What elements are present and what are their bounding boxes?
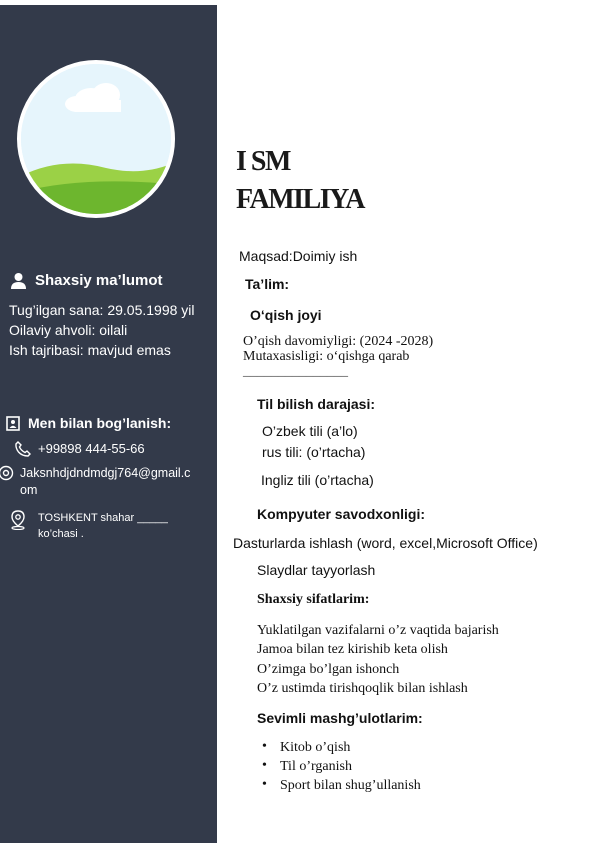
language-uzbek: O’zbek tili (a’lo) <box>262 423 358 439</box>
language-russian: rus tili: (o’rtacha) <box>262 444 366 460</box>
study-period: O’qish davomiyligi: (2024 -2028) <box>243 334 434 349</box>
address-line-2: ko’chasi . <box>38 528 84 540</box>
hobbies-heading: Sevimli mashg’ulotlarim: <box>257 710 423 726</box>
birth-date: Tug’ilgan sana: 29.05.1998 yil <box>9 302 195 318</box>
user-icon <box>10 272 27 289</box>
email-line-2: om <box>20 483 38 497</box>
email-row <box>0 465 190 499</box>
landscape-image-icon <box>21 64 171 214</box>
hobby-item: Kitob o’qish <box>280 740 351 755</box>
last-name: FAMILIYA <box>236 184 365 215</box>
speciality: Mutaxasisligi: o‘qishga qarab <box>243 349 410 364</box>
first-name: I SM <box>236 146 290 177</box>
profile-photo-placeholder <box>17 60 175 218</box>
sidebar <box>0 5 217 843</box>
quality-item: O’zimga bo’lgan ishonch <box>257 662 400 677</box>
bullet-icon: • <box>262 777 267 792</box>
hobby-item: Sport bilan shug’ullanish <box>280 778 421 793</box>
address-row <box>10 510 168 542</box>
contact-heading-text: Men bilan bog’lanish: <box>28 415 172 431</box>
email-address <box>20 465 190 499</box>
contact-heading <box>6 415 171 431</box>
computer-skill-programs: Dasturlarda ishlash (word, excel,Microsoft Office) <box>233 535 538 551</box>
personal-info-heading-text: Shaxsiy ma’lumot <box>35 272 163 289</box>
study-place-heading: O‘qish joyi <box>250 307 322 323</box>
quality-item: Jamoa bilan tez kirishib keta olish <box>257 642 448 657</box>
at-icon <box>0 465 14 481</box>
language-english: Ingliz tili (o’rtacha) <box>261 472 374 488</box>
phone-number: +99898 444-55-66 <box>38 441 145 456</box>
education-heading: Ta’lim: <box>245 276 290 292</box>
phone-icon <box>14 440 32 458</box>
bullet-icon: • <box>262 758 267 773</box>
contact-card-icon <box>6 416 20 431</box>
quality-item: Yuklatilgan vazifalarni o’z vaqtida bajarish <box>257 623 499 638</box>
phone-row <box>14 440 145 458</box>
marital-status: Oilaviy ahvoli: oilali <box>9 322 128 338</box>
computer-heading: Kompyuter savodxonligi: <box>257 506 426 522</box>
address <box>38 510 168 542</box>
computer-skill-slides: Slaydlar tayyorlash <box>257 562 376 578</box>
separator-line: _______________ <box>243 364 348 379</box>
personal-info-list <box>9 300 195 360</box>
email-line-1: Jaksnhdjdndmdgj764@gmail.c <box>20 466 191 480</box>
personal-info-heading <box>10 272 163 289</box>
location-pin-icon <box>10 510 26 530</box>
language-heading: Til bilish darajasi: <box>257 396 376 412</box>
qualities-heading: Shaxsiy sifatlarim: <box>257 592 370 607</box>
address-line-1: TOSHKENT shahar _____ <box>38 512 168 524</box>
hobby-item: Til o’rganish <box>280 759 352 774</box>
goal: Maqsad:Doimiy ish <box>239 248 358 264</box>
work-experience: Ish tajribasi: mavjud emas <box>9 342 171 358</box>
quality-item: O’z ustimda tirishqoqlik bilan ishlash <box>257 681 468 696</box>
bullet-icon: • <box>262 739 267 754</box>
